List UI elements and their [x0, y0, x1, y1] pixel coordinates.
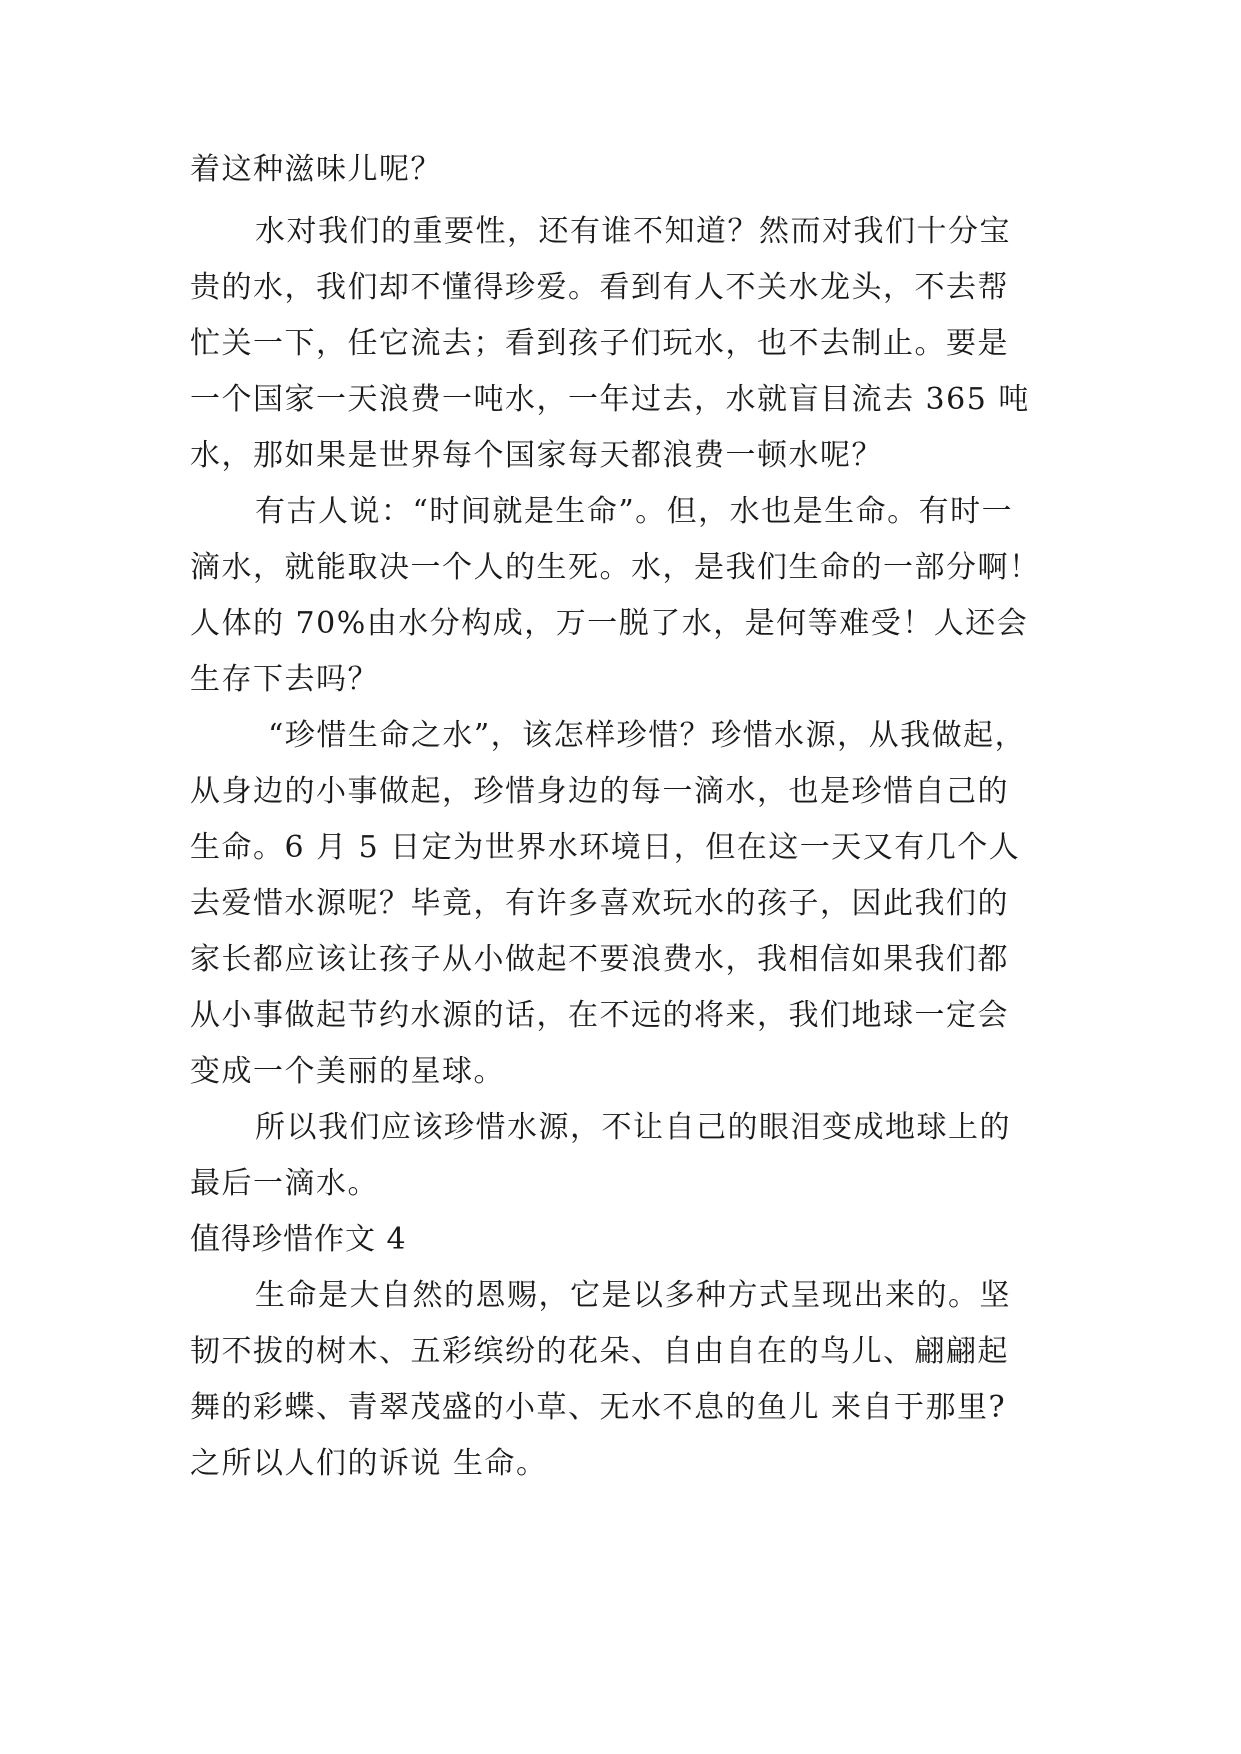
paragraph-start-line: “珍惜生命之水”，该怎样珍惜？珍惜水源，从我做起，: [268, 718, 1027, 753]
paragraph-start-line: 生命是大自然的恩赐，它是以多种方式呈现出来的。坚: [255, 1278, 1011, 1313]
paragraph-start-line: 有古人说：“时间就是生命”。但，水也是生命。有时一: [255, 494, 1014, 529]
text-line: 之所以人们的诉说 生命。: [190, 1446, 548, 1481]
paragraph-start-line: 水对我们的重要性，还有谁不知道？然而对我们十分宝: [255, 214, 1011, 249]
section-heading: 值得珍惜作文 4: [190, 1222, 407, 1257]
text-line: 变成一个美丽的星球。: [190, 1054, 505, 1089]
text-line: 韧不拔的树木、五彩缤纷的花朵、自由自在的鸟儿、翩翩起: [190, 1334, 1009, 1369]
text-line: 水，那如果是世界每个国家每天都浪费一顿水呢？: [190, 438, 883, 473]
text-line: 舞的彩蝶、青翠茂盛的小草、无水不息的鱼儿 来自于那里?: [190, 1390, 1007, 1425]
text-line: 从身边的小事做起，珍惜身边的每一滴水，也是珍惜自己的: [190, 774, 1009, 809]
text-line: 生命。6 月 5 日定为世界水环境日，但在这一天又有几个人: [190, 830, 1021, 865]
paragraph-start-line: 所以我们应该珍惜水源，不让自己的眼泪变成地球上的: [255, 1110, 1011, 1145]
text-line: 家长都应该让孩子从小做起不要浪费水，我相信如果我们都: [190, 942, 1009, 977]
text-line: 着这种滋味儿呢？: [190, 152, 442, 187]
text-line: 最后一滴水。: [190, 1166, 379, 1201]
text-line: 从小事做起节约水源的话，在不远的将来，我们地球一定会: [190, 998, 1009, 1033]
text-line: 滴水，就能取决一个人的生死。水，是我们生命的一部分啊！: [190, 550, 1041, 585]
text-line: 人体的 70%由水分构成，万一脱了水，是何等难受！人还会: [190, 606, 1029, 641]
text-line: 一个国家一天浪费一吨水，一年过去，水就盲目流去 365 吨: [190, 382, 1030, 417]
text-line: 生存下去吗？: [190, 662, 379, 697]
text-line: 去爱惜水源呢？毕竟，有许多喜欢玩水的孩子，因此我们的: [190, 886, 1009, 921]
text-line: 忙关一下，任它流去；看到孩子们玩水，也不去制止。要是: [190, 326, 1009, 361]
text-line: 贵的水，我们却不懂得珍爱。看到有人不关水龙头，不去帮: [190, 270, 1009, 305]
